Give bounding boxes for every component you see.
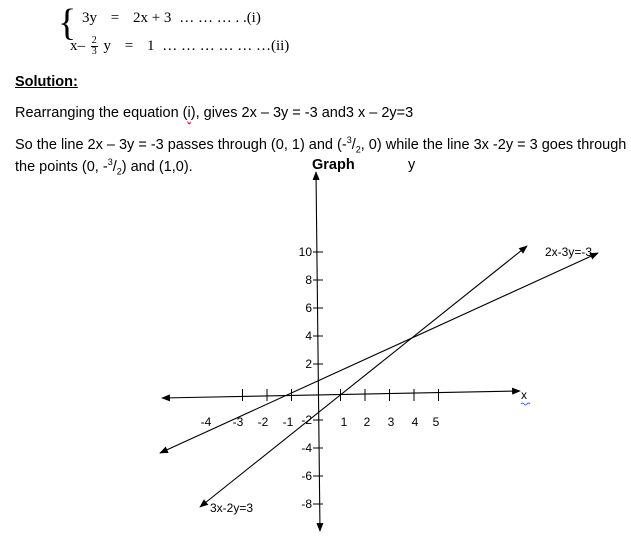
x-tick-label: 4 — [411, 415, 419, 429]
eq2-lhs-a: x– — [70, 37, 85, 54]
x-tick-label: 1 — [340, 415, 348, 429]
system-brace: { — [58, 2, 77, 44]
eq1-rhs: 2x + 3 — [132, 10, 172, 26]
line2-part-a: So the line 2x – 3y = -3 passes through (0, 1) and (- — [15, 136, 347, 153]
x-label-squiggle — [521, 403, 530, 405]
eq1-tag: (i) — [246, 10, 261, 26]
x-tick-label: 2 — [363, 415, 371, 429]
x-tick-labels — [201, 415, 440, 429]
eq1-lhs: 3y — [82, 10, 97, 26]
eq2-rhs: 1 — [146, 37, 155, 54]
y-tick-labels — [299, 245, 313, 511]
y-tick-label: -8 — [301, 497, 312, 511]
y-axis — [316, 172, 320, 531]
y-tick-label: -2 — [301, 413, 312, 427]
line2-sub: 2 — [355, 144, 361, 155]
eq2-equals: = — [124, 37, 134, 54]
y-tick-label: -4 — [301, 441, 312, 455]
eq2-frac-num: 2 — [91, 35, 97, 46]
y-tick-label: 8 — [305, 273, 312, 287]
eq1-equals: = — [110, 10, 120, 26]
x-axis-label: x — [521, 388, 527, 402]
series-lines — [160, 246, 598, 507]
axes-group — [162, 172, 520, 531]
line3-sub: 2 — [116, 166, 122, 177]
y-tick-label: -6 — [301, 469, 312, 483]
line2-sup: 3 — [346, 135, 352, 145]
y-tick-label: 10 — [298, 245, 312, 259]
solution-heading: Solution: — [15, 74, 78, 90]
eq2-frac-den: 3 — [91, 46, 97, 57]
line2-slash: / — [351, 136, 356, 153]
x-tick-label: -3 — [232, 415, 244, 429]
line1-part-a: Rearranging the equation ( — [15, 105, 188, 121]
y-axis-label: y — [408, 157, 416, 173]
x-tick-label: 5 — [432, 415, 440, 429]
graph-title: Graph — [312, 157, 355, 173]
line2-part-b: , 0) while the line 3x -2y = 3 goes through — [360, 136, 627, 153]
y-tick-label: 6 — [305, 301, 312, 315]
x-tick-label: -2 — [257, 415, 269, 429]
x-tick-label: -1 — [282, 415, 294, 429]
x-tick-label: 3 — [387, 415, 395, 429]
line1-i: i — [187, 105, 191, 121]
eq2-dots: … … … … … … — [162, 37, 271, 54]
line3-sup: 3 — [107, 157, 113, 167]
eq2-tag: (ii) — [270, 37, 290, 54]
line3-part-b: ) and (1,0). — [121, 158, 193, 175]
line3-slash: / — [112, 158, 117, 175]
x-tick-label: -4 — [200, 415, 212, 429]
line1-part-b: ), gives 2x – 3y = -3 and3 x – 2y=3 — [190, 105, 414, 121]
line1-label: 2x-3y=-3 — [545, 245, 593, 259]
line2-label: 3x-2y=3 — [210, 501, 254, 515]
line3-part-a: the points (0, - — [15, 158, 108, 175]
eq1-dots: … … … . . — [179, 10, 247, 26]
series-line-2 — [200, 246, 527, 507]
y-tick-label: 2 — [305, 357, 312, 371]
y-tick-label: 4 — [305, 329, 312, 343]
series-line-1 — [160, 253, 598, 453]
eq2-lhs-b: y — [103, 37, 111, 54]
